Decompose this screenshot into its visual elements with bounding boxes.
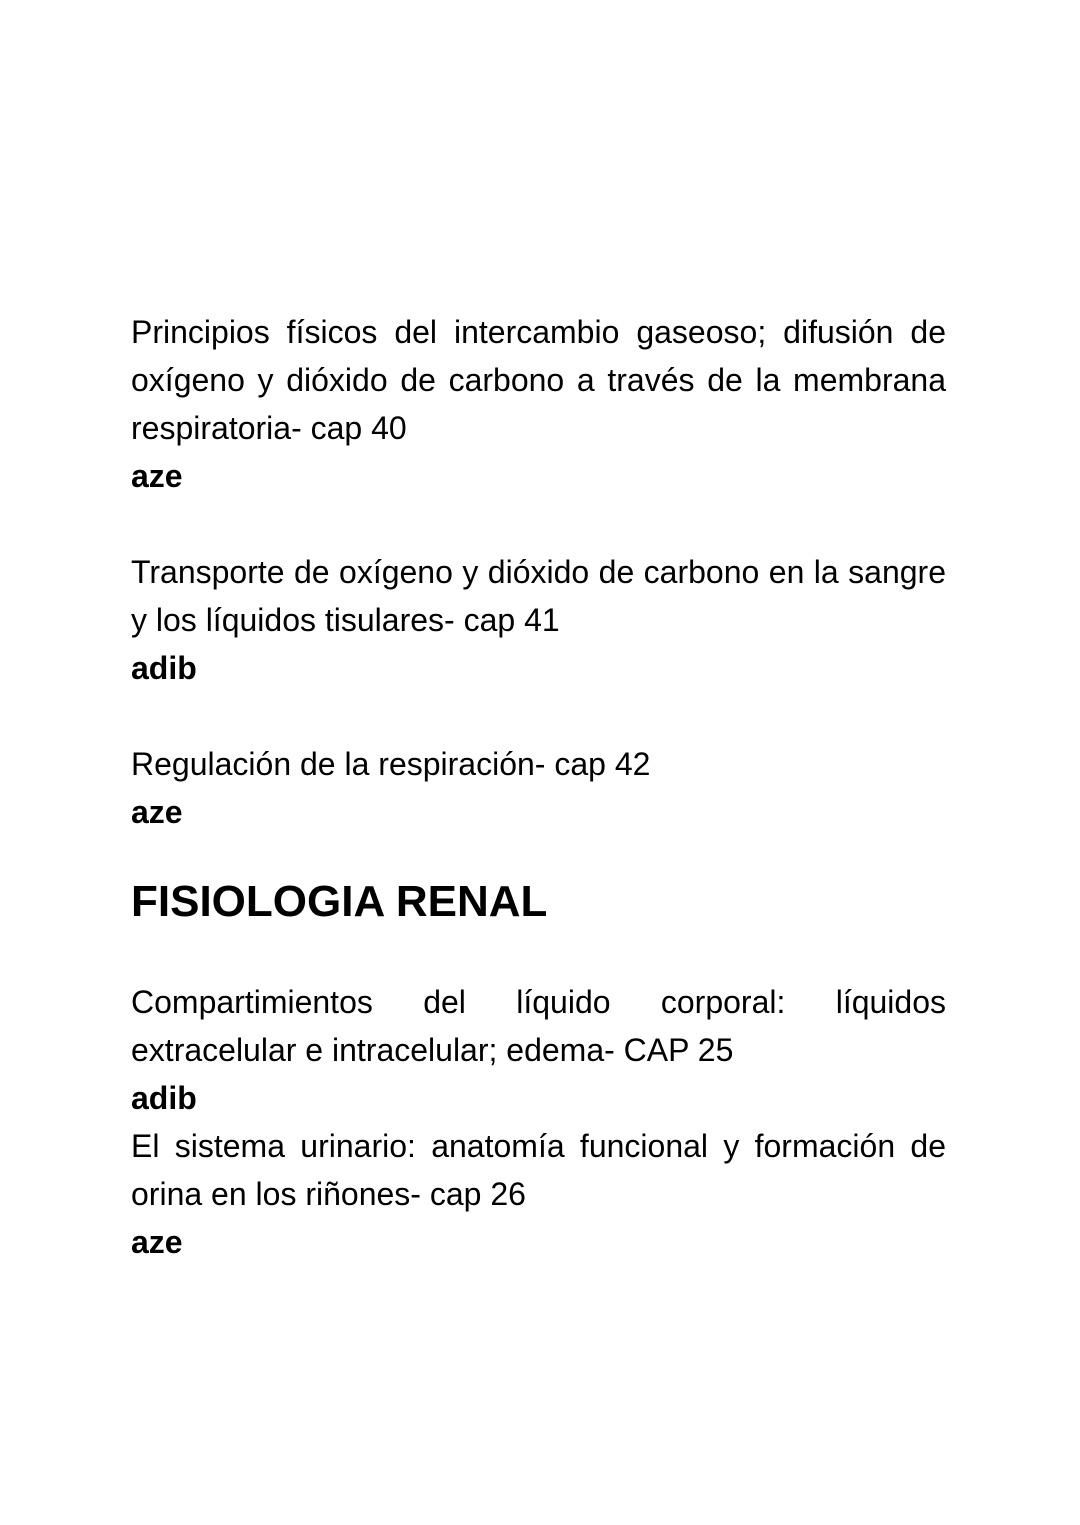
- entry-cap-26: [131, 1122, 946, 1266]
- entry-cap-42: [131, 740, 946, 836]
- entry-assignee: aze: [131, 794, 183, 830]
- spacer: [131, 692, 946, 740]
- entry-assignee: adib: [131, 650, 197, 686]
- entry-title: Transporte de oxígeno y dióxido de carbono en la sangre y los líquidos tisulares- cap 41: [131, 554, 946, 638]
- entry-title: Regulación de la respiración- cap 42: [131, 746, 651, 782]
- entry-assignee: aze: [131, 1224, 183, 1260]
- entry-cap-25: [131, 978, 946, 1122]
- entry-assignee: aze: [131, 458, 183, 494]
- spacer: [131, 500, 946, 548]
- entry-title: El sistema urinario: anatomía funcional y formación de orina en los riñones- cap 26: [131, 1128, 946, 1212]
- entry-title: Compartimientos del líquido corporal: líquidos extracelular e intracelular; edema- CAP 25: [131, 984, 946, 1068]
- spacer: [131, 836, 946, 874]
- document-page: [131, 308, 946, 1266]
- entry-cap-40: [131, 308, 946, 500]
- entry-title: Principios físicos del intercambio gaseoso; difusión de oxígeno y dióxido de carbono a través de la membrana respiratoria- cap 40: [131, 314, 946, 446]
- entry-cap-41: [131, 548, 946, 692]
- entry-assignee: adib: [131, 1080, 197, 1116]
- spacer: [131, 930, 946, 978]
- section-heading: FISIOLOGIA RENAL: [131, 877, 548, 926]
